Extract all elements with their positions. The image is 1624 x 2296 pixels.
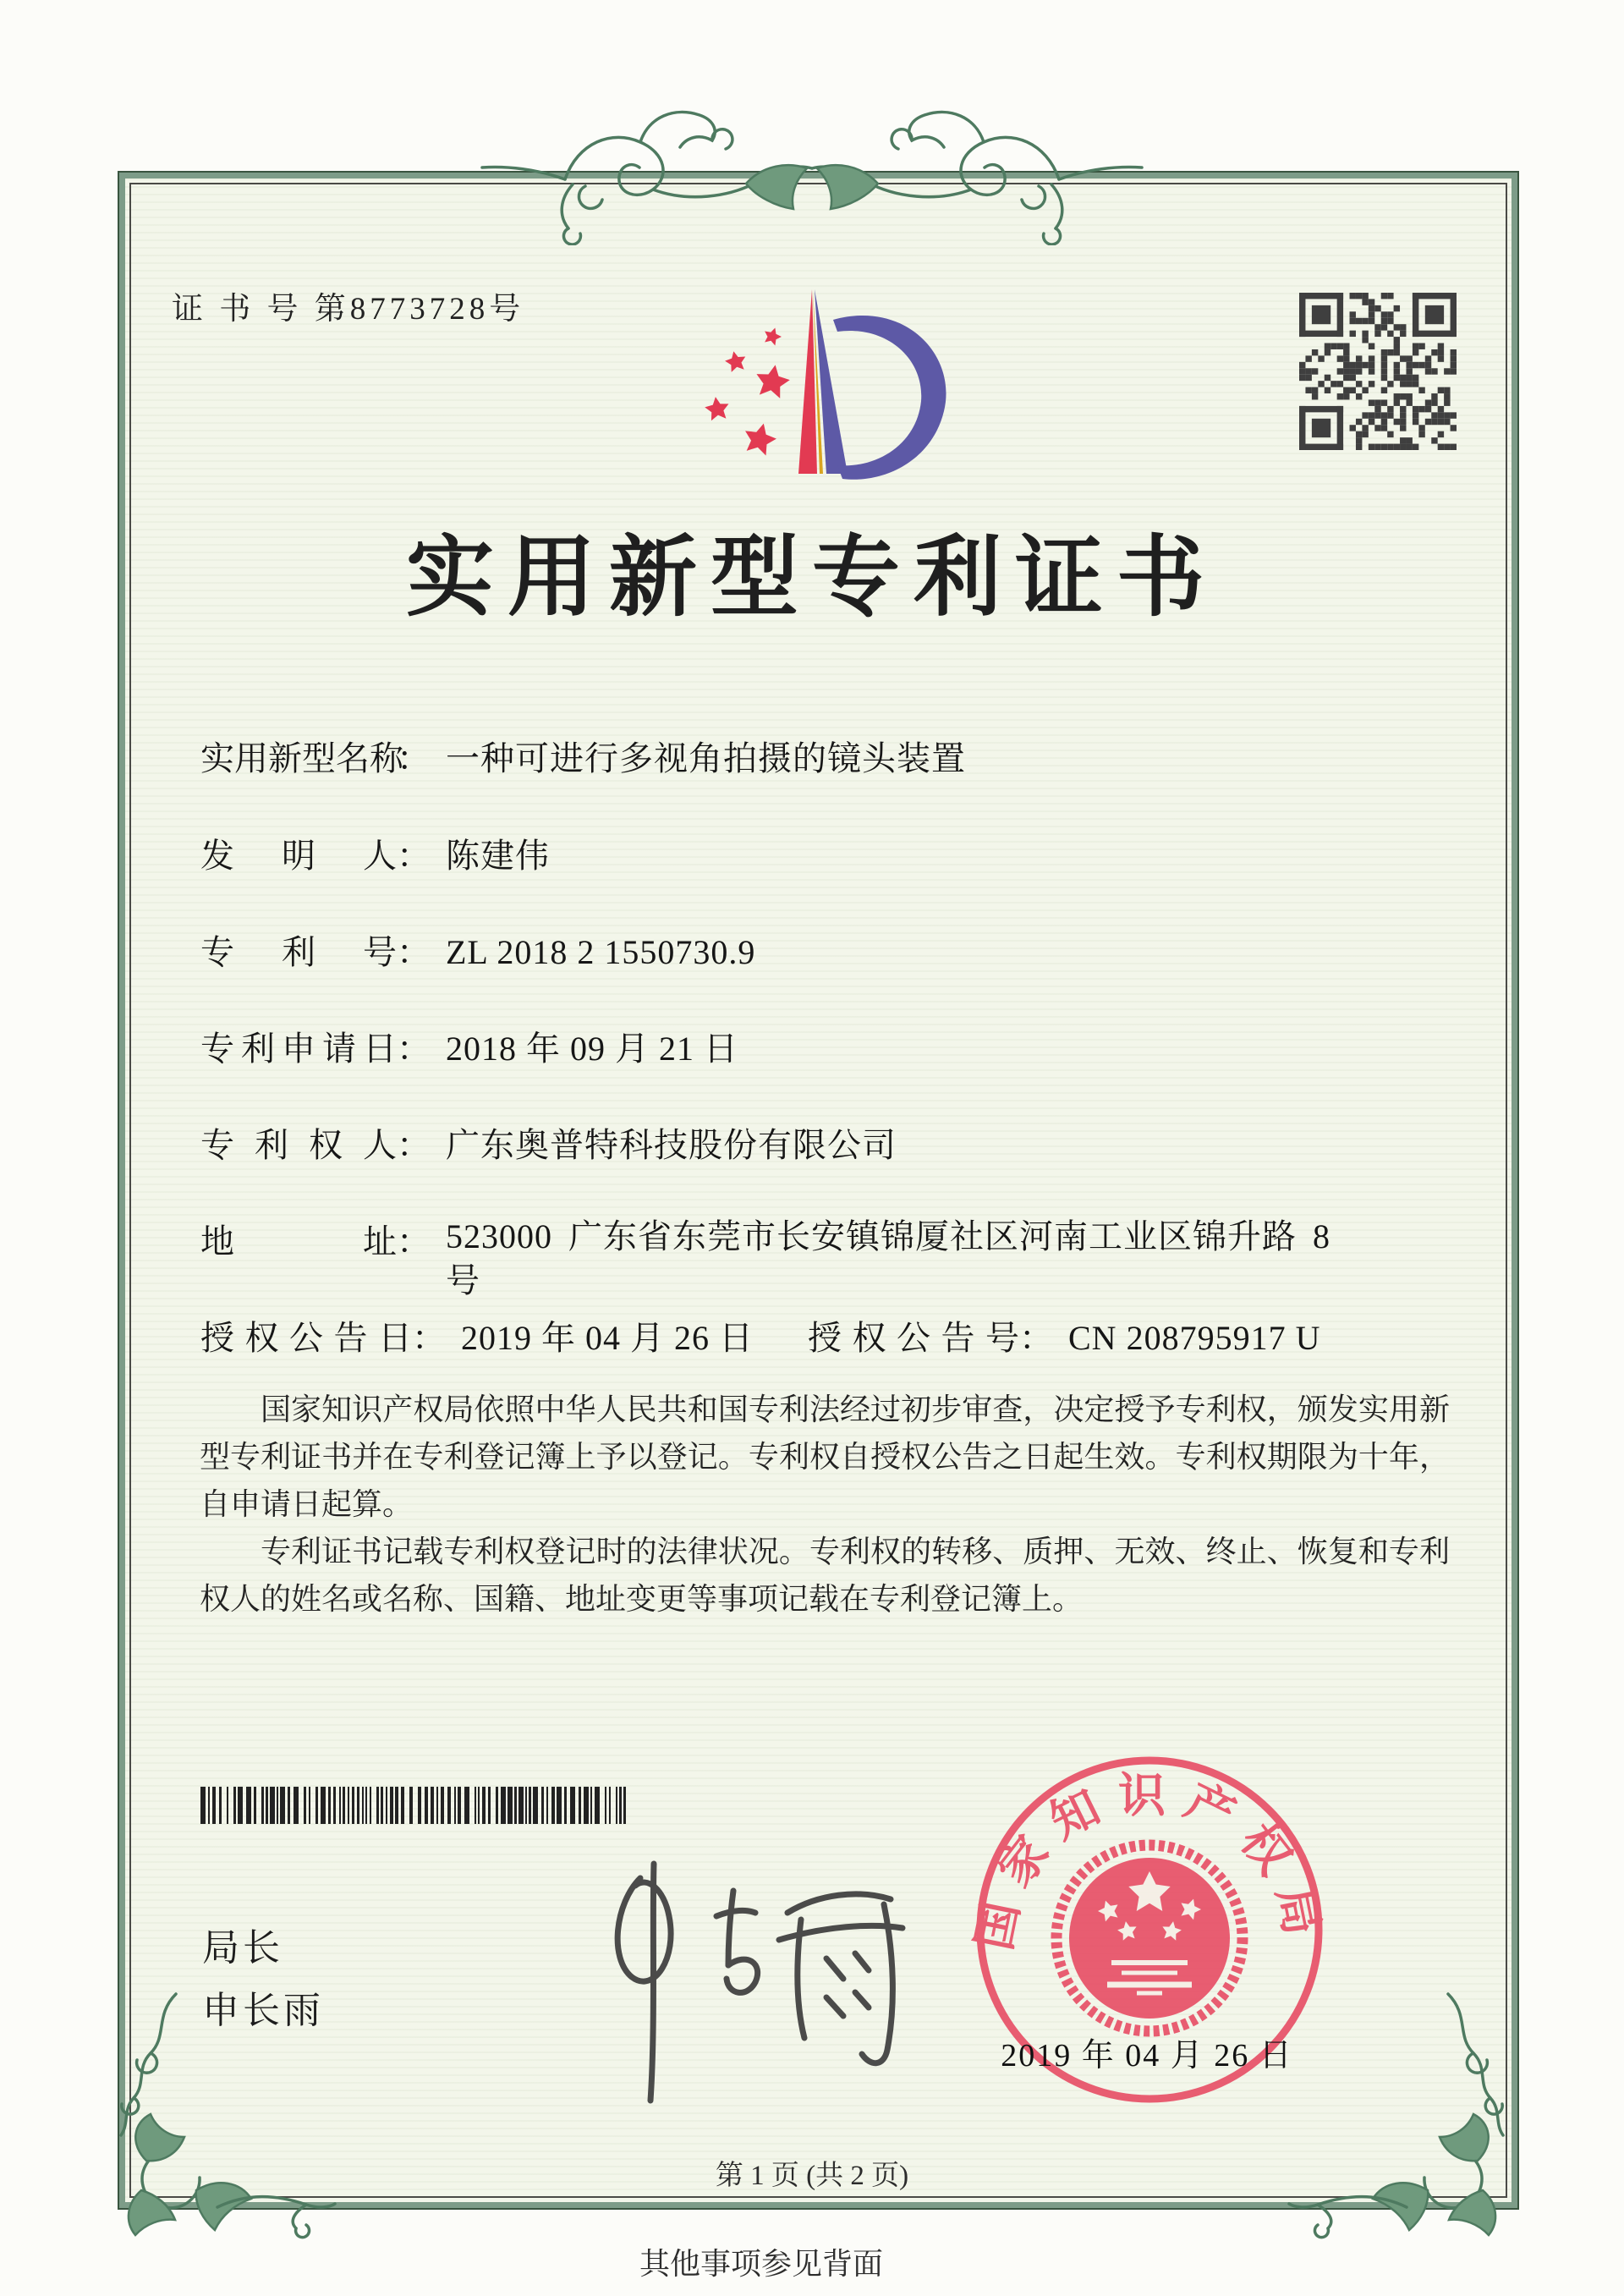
grant-number-value: CN 208795917 U [1068, 1319, 1321, 1357]
field-colon: ： [397, 837, 431, 875]
field-colon: ： [397, 1126, 431, 1164]
address-line-1: 523000 广东省东莞市长安镇锦厦社区河南工业区锦升路 8 [446, 1217, 1330, 1255]
field-colon: ： [397, 1030, 431, 1068]
grant-date-value: 2019 年 04 月 26 日 [461, 1319, 754, 1357]
legal-text-block [200, 1386, 1450, 1623]
field-colon: ： [397, 933, 431, 971]
commissioner-title: 局长 [202, 1927, 283, 1969]
field-label: 专利申请日 [200, 1030, 397, 1068]
commissioner-name: 申长雨 [202, 1990, 324, 2031]
field-colon: ： [397, 739, 431, 777]
address-line-2: 号 [446, 1261, 480, 1299]
field-label: 专利权人 [200, 1126, 397, 1164]
back-side-note: 其他事项参见背面 [639, 2247, 883, 2281]
grant-date-label: 授权公告日 [200, 1319, 412, 1357]
field-label: 专利号 [200, 933, 397, 971]
seal-date: 2019 年 04 月 26 日 [1001, 2038, 1293, 2074]
certificate-number: 证 书 号 第8773728号 [172, 292, 525, 327]
national-emblem [1056, 1845, 1243, 2031]
field-colon: ： [1019, 1319, 1053, 1357]
grant-number-group [808, 1311, 1320, 1359]
qr-code [1299, 293, 1457, 450]
field-value: 2018 年 09 月 21 日 [446, 1030, 738, 1068]
certificate-title: 实用新型专利证书 [405, 530, 1218, 627]
page-number: 第 1 页 (共 2 页) [715, 2161, 909, 2191]
barcode [200, 1787, 628, 1824]
field-row-patent-number [200, 926, 755, 974]
field-row-inventor [200, 829, 550, 877]
field-label: 发明人 [200, 837, 397, 875]
field-label: 地址 [200, 1222, 397, 1261]
field-row-patentee [200, 1118, 897, 1167]
field-label: 实用新型名称 [200, 739, 403, 777]
field-value: ZL 2018 2 1550730.9 [446, 933, 756, 971]
handwritten-signature [520, 1832, 926, 2111]
field-row-address [200, 1215, 1330, 1303]
field-row-filing-date [200, 1022, 738, 1070]
field-colon: ： [412, 1319, 446, 1357]
legal-paragraph-2: 专利证书记载专利权登记时的法律状况。专利权的转移、质押、无效、终止、恢复和专利权人的姓名或名称、国籍、地址变更等事项记载在专利登记簿上。 [200, 1535, 1450, 1616]
field-value: 一种可进行多视角拍摄的镜头装置 [446, 739, 966, 777]
field-colon: ： [397, 1222, 431, 1261]
grant-number-label: 授权公告号 [808, 1319, 1019, 1357]
legal-paragraph-1: 国家知识产权局依照中华人民共和国专利法经过初步审查，决定授予专利权，颁发实用新型专利证书并在专利登记簿上予以登记。专利权自授权公告之日起生效。专利权期限为十年，自申请日起算。 [200, 1392, 1450, 1521]
field-value-address [446, 1215, 1330, 1303]
field-value: 陈建伟 [446, 837, 550, 875]
seal-ring-text: 国家知识产权局 [968, 1770, 1331, 1955]
cnipa-logo [677, 277, 956, 506]
field-value: 广东奥普特科技股份有限公司 [446, 1126, 897, 1164]
field-row-grant [200, 1311, 1321, 1359]
field-row-name [200, 732, 966, 780]
top-dragon-ornament-icon [457, 85, 1167, 245]
